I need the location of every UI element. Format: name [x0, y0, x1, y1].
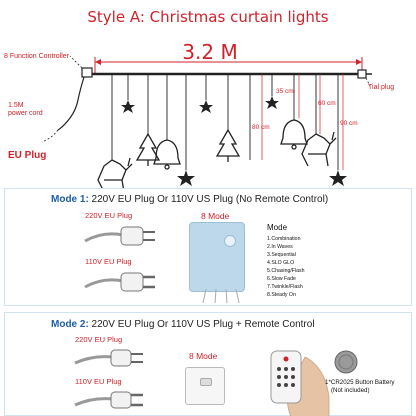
mode2-title: Mode 2: — [51, 319, 89, 330]
power-cord — [58, 77, 84, 130]
mode2-plug-220-label: 220V EU Plug — [75, 335, 123, 344]
length-90cm: 90 cm — [340, 120, 358, 127]
tail-plug — [358, 70, 366, 78]
mode-item: 3.Sequential — [267, 252, 296, 258]
mode1-title: Mode 1: — [51, 194, 89, 205]
mode1-controller-box — [189, 222, 245, 292]
tail-plug-label: Tial plug — [368, 84, 395, 91]
mode-item: 5.Chasing/Flash — [267, 268, 305, 274]
mode2-plug-110-label: 110V EU Plug — [75, 377, 122, 386]
power-cord-pointer — [42, 130, 58, 142]
length-35cm: 35 cm — [276, 88, 294, 95]
length-80cm: 80 cm — [252, 124, 270, 131]
length-arrow-left-head — [95, 59, 101, 65]
length-arrow-right-head — [356, 59, 362, 65]
eu-plug-label: EU Plug — [8, 150, 47, 161]
mode1-modes-list — [267, 235, 305, 299]
mode2-plug-110-icon — [73, 387, 153, 413]
controller-label: 8 Function Controller — [4, 53, 69, 60]
mode1-eight-mode-label: 8 Mode — [201, 211, 230, 221]
battery-label-line1: 1*CR2025 Button Battery — [325, 379, 395, 386]
mode2-desc: 220V EU Plug Or 110V US Plug + Remote Control — [88, 319, 315, 330]
bell-ornaments — [154, 120, 307, 169]
remote-control-icon — [255, 337, 335, 416]
mode-item: 6.Slow Fade — [267, 276, 296, 282]
mode-item: 7.Twinkle/Flash — [267, 284, 303, 290]
mode2-heading — [51, 319, 315, 330]
mode1-desc: 220V EU Plug Or 110V US Plug (No Remote Control) — [88, 194, 329, 205]
mode1-heading — [51, 194, 328, 205]
mode-item: 4.SLO GLO — [267, 260, 295, 266]
mode-item: 2.In Waves — [267, 244, 293, 250]
controller-button — [224, 235, 236, 247]
length-60cm: 60 cm — [318, 100, 336, 107]
mode-item: 1.Combination — [267, 236, 301, 242]
reindeer-ornaments — [98, 132, 336, 190]
power-cord-label-line1: 1.5M — [8, 102, 24, 109]
battery-label-line2: (Not included) — [331, 387, 370, 394]
mode2-panel — [4, 312, 412, 416]
tree-ornaments — [137, 130, 239, 166]
mode1-mode-heading: Mode — [267, 223, 288, 232]
controller-pointer — [70, 56, 82, 68]
mode1-plug-110-icon — [83, 267, 163, 297]
battery-icon — [333, 349, 359, 375]
mode1-plug-110-label: 110V EU Plug — [85, 257, 132, 266]
mode1-plug-220-label: 220V EU Plug — [85, 211, 133, 220]
mode1-panel — [4, 188, 412, 306]
power-cord-label-line2: power cord — [8, 110, 43, 117]
controller-wires — [201, 289, 241, 303]
mode2-plug-220-icon — [73, 345, 153, 371]
length-label: 3.2 M — [182, 40, 238, 64]
mode1-plug-220-icon — [83, 221, 163, 251]
page-title: Style A: Christmas curtain lights — [87, 8, 329, 26]
power-cord-label — [8, 102, 43, 118]
mode2-controller-box — [185, 367, 225, 405]
mode2-eight-mode-label: 8 Mode — [189, 351, 218, 361]
mode-item: 8.Steady On — [267, 292, 296, 298]
controller-button — [200, 378, 212, 386]
controller-box — [82, 68, 92, 77]
